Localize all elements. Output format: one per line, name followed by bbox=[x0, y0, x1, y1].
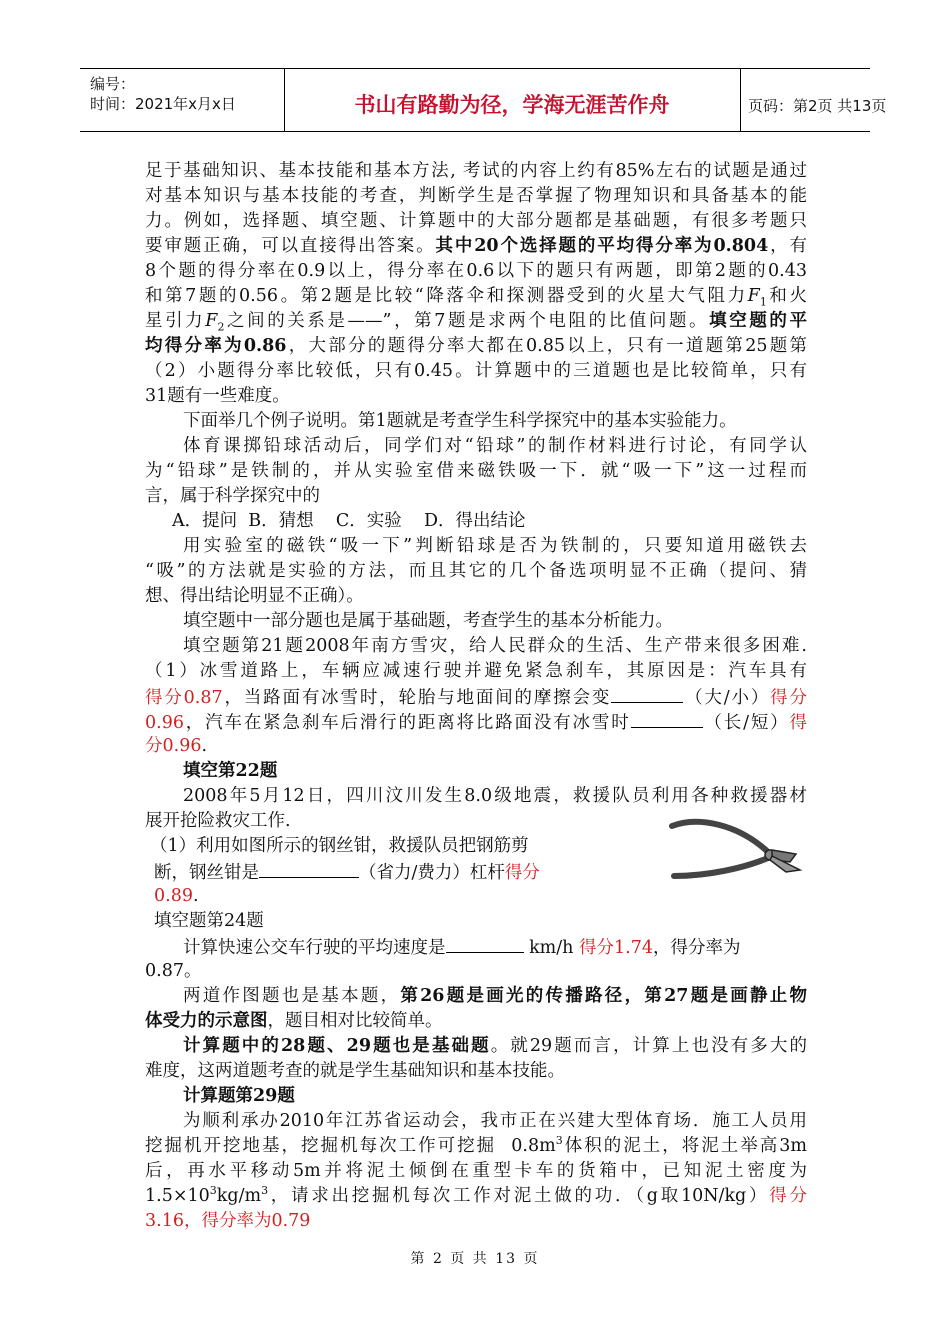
header-page-cell bbox=[740, 69, 887, 131]
text-line: 体受力的示意图，题目相对比较简单。 bbox=[145, 1011, 443, 1031]
text-line: 对基本知识与基本技能的考查，判断学生是否掌握了物理知识和具备基本的能 bbox=[145, 186, 807, 206]
text-line: （2）小题得分率比较低，只有0.45。计算题中的三道题也是比较简单，只有 bbox=[145, 361, 807, 381]
header-meta-cell bbox=[80, 69, 285, 131]
pliers-icon bbox=[668, 812, 808, 884]
text-line: 下面举几个例子说明。第1题就是考查学生科学探究中的基本实验能力。 bbox=[183, 411, 737, 431]
answer-blank bbox=[611, 684, 683, 703]
answer-blank bbox=[446, 934, 524, 953]
text-line: 用实验室的磁铁“吸一下”判断铅球是否为铁制的，只要知道用磁铁去 bbox=[183, 536, 807, 556]
text-line: 力。例如，选择题、填空题、计算题中的大部分题都是基础题，有很多考题只 bbox=[145, 211, 807, 231]
text-line: 0.89. bbox=[154, 886, 199, 906]
text-line: 足于基础知识、基本技能和基本方法, 考试的内容上约有85%左右的试题是通过 bbox=[145, 161, 807, 181]
text-line: 要审题正确，可以直接得出答案。其中20个选择题的平均得分率为0.804，有 bbox=[145, 236, 808, 256]
text-line: 分0.96. bbox=[145, 736, 208, 756]
text-line: 8个题的得分率在0.9以上，得分率在0.6以下的题只有两题，即第2题的0.43 bbox=[145, 261, 807, 281]
text-line: 均得分率为0.86，大部分的题得分率大都在0.85以上，只有一道题第25题第 bbox=[145, 336, 807, 356]
text-line: $1.5\times 10^3kg/m^3$，请求出挖掘机每次工作对泥土做的功．（g取10N/kg）得分 bbox=[145, 1184, 808, 1206]
header-page-label: 页码：第2页 共13页 bbox=[748, 97, 887, 115]
text-line: 星引力$F_2$之间的关系是——”，第7题是求两个电阻的比值问题。填空题的平 bbox=[145, 311, 808, 334]
answer-blank bbox=[259, 859, 359, 878]
choice-options: A．提问 B．猜想 C．实验 D．得出结论 bbox=[172, 511, 526, 531]
doc-time-label: 时间：2021年x月x日 bbox=[90, 95, 236, 113]
text-line: 和第7题的0.56。第2题是比较“降落伞和探测器受到的火星大气阻力$F_1$和火 bbox=[145, 286, 807, 309]
header-motto-cell bbox=[284, 69, 741, 131]
doc-number-label: 编号： bbox=[90, 75, 136, 93]
text-line: 断，钢丝钳是 （省力/费力）杠杆得分 bbox=[154, 859, 584, 886]
page-header bbox=[80, 68, 887, 132]
section-heading: 计算题第29题 bbox=[183, 1086, 295, 1106]
answer-blank bbox=[631, 709, 703, 728]
text-line: 得分0.87，当路面有冰雪时，轮胎与地面间的摩擦会变 （大/小）得分 bbox=[145, 684, 807, 711]
text-line: 0.96，汽车在紧急刹车后滑行的距离将比路面没有冰雪时 （长/短）得 bbox=[145, 709, 807, 736]
text-line: 挖掘机开挖地基，挖掘机每次工作可挖掘 $0.8m^3$体积的泥土，将泥土举高3m bbox=[145, 1134, 807, 1156]
header-motto: 书山有路勤为径，学海无涯苦作舟 bbox=[354, 93, 670, 117]
text-line: 填空题第21题2008年南方雪灾，给人民群众的生活、生产带来很多困难. bbox=[183, 636, 807, 656]
text-line: 2008年5月12日，四川汶川发生8.0级地震，救援队员利用各种救援器材 bbox=[183, 786, 807, 806]
text-line: 难度，这两道题考查的就是学生基础知识和基本技能。 bbox=[145, 1061, 565, 1081]
text-line: 后，再水平移动5m并将泥土倾倒在重型卡车的货箱中，已知泥土密度为 bbox=[145, 1161, 807, 1181]
text-line: 3.16，得分率为0.79 bbox=[145, 1211, 311, 1231]
text-line: 体育课掷铅球活动后，同学们对“铅球”的制作材料进行讨论，有同学认 bbox=[183, 436, 807, 456]
text-line: 为“铅球”是铁制的，并从实验室借来磁铁吸一下．就“吸一下”这一过程而 bbox=[145, 461, 807, 481]
text-line: 计算题中的28题、29题也是基础题。就29题而言，计算上也没有多大的 bbox=[183, 1036, 807, 1056]
text-line: “吸”的方法就是实验的方法，而且其它的几个备选项明显不正确（提问、猜 bbox=[145, 561, 807, 581]
text-line: 31题有一些难度。 bbox=[145, 386, 290, 406]
section-heading: 填空题第24题 bbox=[154, 911, 264, 931]
text-line: （1）冰雪道路上，车辆应减速行驶并避免紧急刹车，其原因是：汽车具有 bbox=[145, 661, 807, 681]
text-line: 言，属于科学探究中的 bbox=[145, 486, 320, 506]
page-footer: 第 2 页 共 13 页 bbox=[410, 1251, 540, 1267]
text-line: 想、得出结论明显不正确）。 bbox=[145, 586, 364, 606]
text-line: （1）利用如图所示的钢丝钳，救援队员把钢筋剪 bbox=[150, 836, 529, 856]
text-line: 填空题中一部分题也是属于基础题，考查学生的基本分析能力。 bbox=[183, 611, 673, 631]
text-line: 展开抢险救灾工作. bbox=[145, 811, 291, 831]
text-line: 两道作图题也是基本题，第26题是画光的传播路径，第27题是画静止物 bbox=[183, 986, 807, 1006]
text-line: 计算快速公交车行驶的平均速度是 km/h 得分1.74，得分率为 bbox=[183, 934, 807, 961]
text-line: 为顺利承办2010年江苏省运动会，我市正在兴建大型体育场．施工人员用 bbox=[183, 1111, 807, 1131]
text-line: 0.87。 bbox=[145, 961, 202, 981]
section-heading: 填空第22题 bbox=[183, 761, 278, 781]
